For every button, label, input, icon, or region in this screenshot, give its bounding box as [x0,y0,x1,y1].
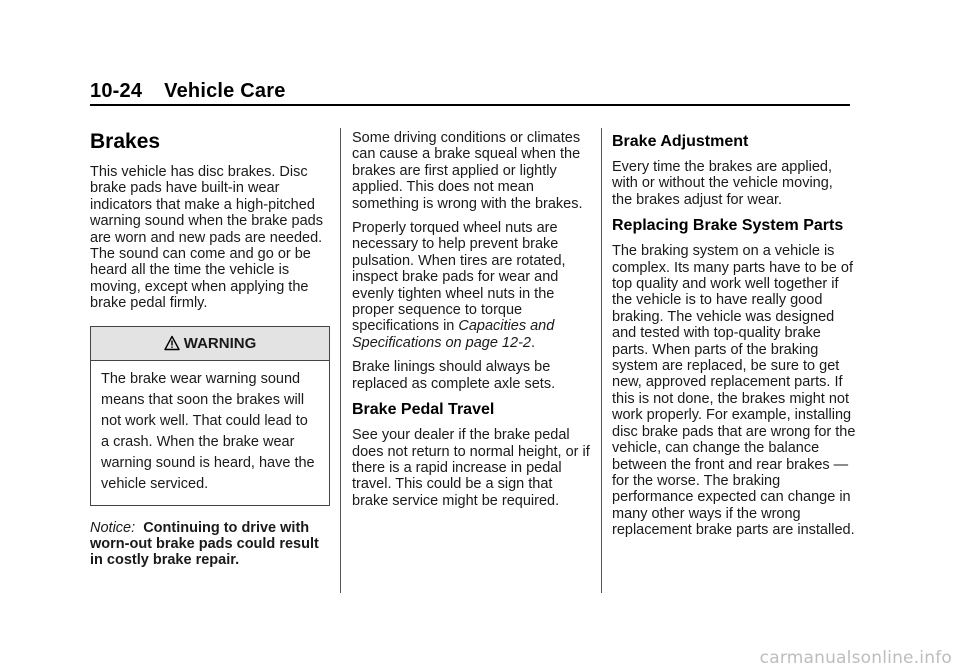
warning-triangle-icon [164,330,180,363]
notice-label: Notice: [90,519,136,536]
wheel-nuts-text: Properly torqued wheel nuts are necessary to help prevent brake pulsation. When tires are rotated, inspect brake pads for wear and evenly tighten wheel nuts in the proper sequence to torque specifications in [352,220,566,335]
warning-label: WARNING [183,334,257,352]
column-2 [352,130,592,517]
replacing-parts-heading: Replacing Brake System Parts [612,217,844,235]
adjustment-paragraph: Every time the brakes are applied, with or without the vehicle moving, the brakes adjust for wear. [612,159,833,208]
header-rule [90,104,850,106]
brake-pedal-travel-heading: Brake Pedal Travel [352,401,495,419]
column-3 [612,130,856,547]
column-divider [601,128,602,593]
column-divider [340,128,341,593]
wheel-nuts-paragraph [352,220,592,351]
page-header [90,80,286,103]
column-1 [90,130,330,577]
warning-box [90,326,330,506]
wheel-nuts-end: . [530,334,535,351]
notice-paragraph [90,520,330,569]
brake-adjustment-heading: Brake Adjustment [612,133,749,150]
capacities-link[interactable]: Capacities and Specifications on page 12-2 [352,318,555,351]
watermark: carmanualsonline.info [759,648,952,668]
page-number: 10-24 [90,80,143,102]
squeal-paragraph: Some driving conditions or climates can cause a brake squeal when the brakes are first applied or lightly applied. This does not mean something is wrong with the brakes. [352,130,583,212]
pedal-travel-paragraph: See your dealer if the brake pedal does not return to normal height, or if there is a rapid increase in pedal travel. This could be a sign that brake service might be required. [352,427,590,509]
brakes-title: Brakes [90,130,161,153]
brakes-intro: This vehicle has disc brakes. Disc brake pads have built-in wear indicators that make a high-pitched warning sound when the brake pads are worn and new pads are needed. The sound can come and go or be heard all the time the vehicle is moving, except when applying the brake pedal firmly. [90,164,323,312]
notice-text: Continuing to drive with worn-out brake pads could result in costly brake repair. [90,519,319,569]
warning-text: The brake wear warning sound means that soon the brakes will not work well. That could lead to a crash. When the brake wear warning sound is heard, have the vehicle serviced. [101,370,315,492]
replacing-parts-paragraph: The braking system on a vehicle is complex. Its many parts have to be of top quality and work well together if the vehicle is to have really good braking. The vehicle was designed and tested with top-quality brake parts. When parts of the braking system are replaced, be sure to get new, approved replacement parts. If this is not done, the brakes might not work properly. For example, installing disc brake pads that are wrong for the vehicle, can change the balance between the front and rear brakes — for the worse. The braking performance expected can change in many other ways if the wrong replacement brake parts are installed. [612,243,856,539]
warning-header [91,327,329,361]
linings-paragraph: Brake linings should always be replaced as complete axle sets. [352,359,556,392]
section-title: Vehicle Care [164,80,286,102]
